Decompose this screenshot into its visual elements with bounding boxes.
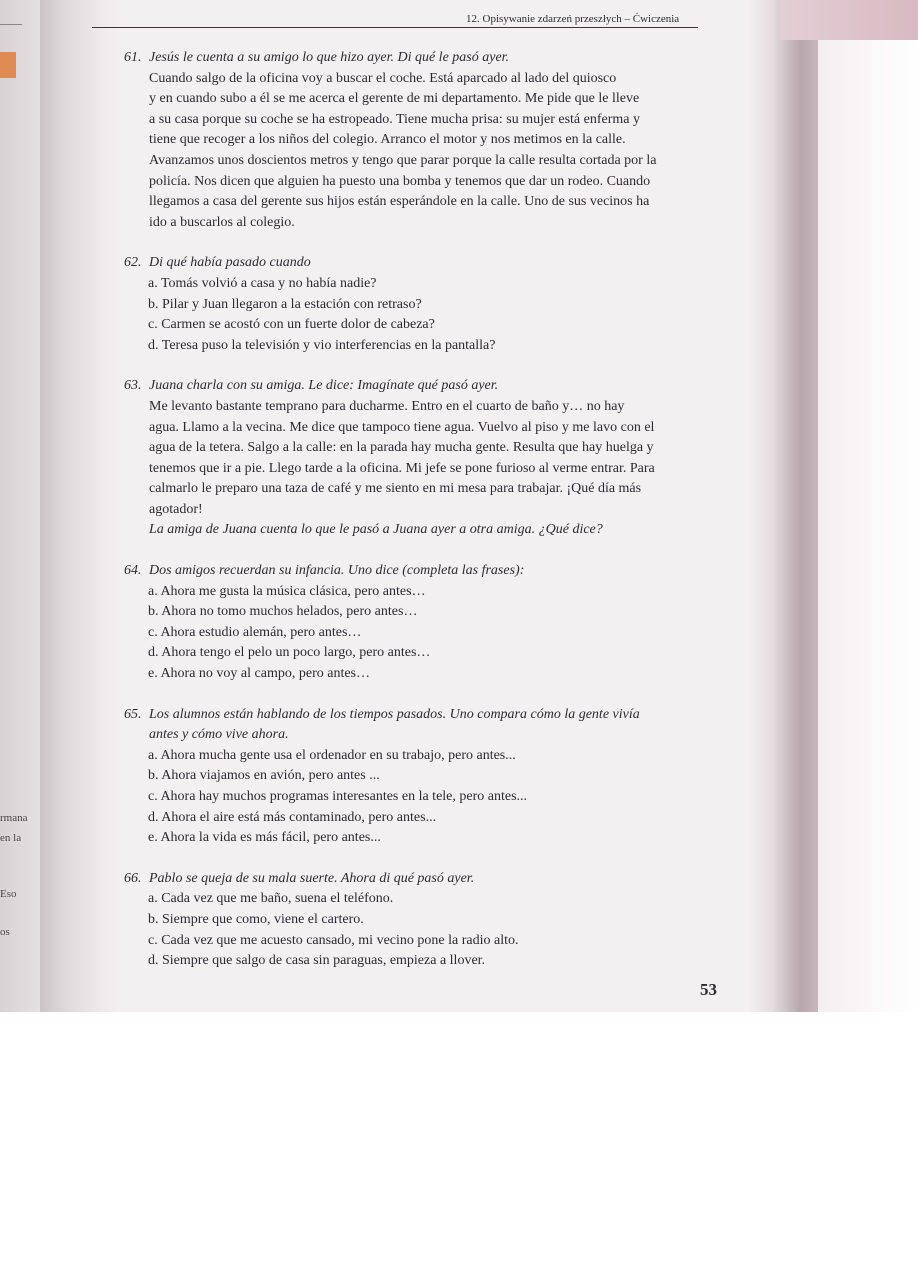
text-line: Me levanto bastante temprano para ducharme. Entro en el cuarto de baño y… no hay: [149, 398, 625, 414]
text-line: a su casa porque su coche se ha estropeado. Tiene mucha prisa: su mujer está enferma y: [149, 111, 641, 127]
book-spine-shadow: [40, 0, 120, 1012]
exercise-title-continued: antes y cómo vive ahora.: [149, 727, 289, 743]
list-item: d. Ahora tengo el pelo un poco largo, pero antes…: [148, 645, 431, 661]
exercise-title: Los alumnos están hablando de los tiempos pasados. Uno compara cómo la gente vivía: [149, 706, 640, 722]
right-page-tint: [780, 0, 918, 40]
list-item: e. Ahora no voy al campo, pero antes…: [148, 666, 370, 682]
exercise-63: [118, 376, 708, 541]
exercise-text: [149, 69, 708, 234]
text-line: y en cuando subo a él se me acerca el gerente de mi departamento. Me pide que le lleve: [149, 91, 640, 107]
list-item: d. Siempre que salgo de casa sin paraguas, empieza a llover.: [148, 953, 486, 969]
exercise-number: 64.: [124, 563, 142, 579]
list-item: b. Siempre que como, viene el cartero.: [148, 911, 364, 927]
orange-tab-marker: [0, 52, 16, 78]
text-line: agua. Llamo a la vecina. Me dice que tampoco tiene agua. Vuelvo al piso y me lavo con el: [149, 419, 655, 435]
exercise-62: [118, 253, 708, 356]
list-item: e. Ahora la vida es más fácil, pero antes...: [148, 830, 381, 846]
text-line: llegamos a casa del gerente sus hijos están esperándole en la calle. Uno de sus vecinos ha: [149, 194, 650, 210]
right-page-edge: [748, 0, 818, 1012]
list-item: c. Ahora estudio alemán, pero antes…: [148, 624, 362, 640]
list-item: d. Teresa puso la televisión y vio interferencias en la pantalla?: [148, 337, 496, 353]
text-line: agotador!: [149, 501, 203, 517]
exercise-65: [118, 705, 708, 849]
right-margin: [818, 40, 918, 1012]
running-header: 12. Opisywanie zdarzeń przeszłych – Ćwiczenia: [466, 13, 680, 25]
exercise-title: Jesús le cuenta a su amigo lo que hizo ayer. Di qué le pasó ayer.: [149, 50, 510, 65]
text-line: Avanzamos unos doscientos metros y tengo que parar porque la calle resulta cortada por la: [149, 152, 657, 168]
exercise-number: 62.: [124, 255, 142, 271]
left-page-fragment: os: [0, 926, 10, 938]
list-item: a. Ahora me gusta la música clásica, pero antes…: [148, 583, 426, 599]
left-page-fragment: Eso: [0, 888, 17, 900]
exercise-number: 65.: [124, 706, 142, 722]
text-line: Cuando salgo de la oficina voy a buscar el coche. Está aparcado al lado del quiosco: [149, 70, 617, 86]
exercise-question: La amiga de Juana cuenta lo que le pasó a Juana ayer a otra amiga. ¿Qué dice?: [149, 522, 603, 538]
exercise-number: 63.: [124, 378, 142, 394]
exercise-title: Dos amigos recuerdan su infancia. Uno dice (completa las frases):: [149, 563, 525, 579]
header-rule: [92, 27, 698, 28]
list-item: a. Cada vez que me baño, suena el teléfono.: [148, 891, 394, 907]
list-item: b. Pilar y Juan llegaron a la estación con retraso?: [148, 296, 422, 312]
page-number: 53: [700, 980, 717, 999]
list-item: c. Ahora hay muchos programas interesantes en la tele, pero antes...: [148, 789, 528, 804]
list-item: a. Tomás volvió a casa y no había nadie?: [148, 275, 377, 291]
exercise-61: [118, 48, 708, 233]
list-item: c. Carmen se acostó con un fuerte dolor de cabeza?: [148, 317, 435, 333]
exercise-number: 66.: [124, 870, 142, 886]
list-item: c. Cada vez que me acuesto cansado, mi vecino pone la radio alto.: [148, 932, 519, 948]
exercise-title: Juana charla con su amiga. Le dice: Imagínate qué pasó ayer.: [149, 378, 499, 394]
text-line: tenemos que ir a pie. Llego tarde a la oficina. Mi jefe se pone furioso al verme entrar. Para: [149, 460, 655, 476]
list-item: b. Ahora no tomo muchos helados, pero antes…: [148, 604, 418, 620]
list-item: a. Ahora mucha gente usa el ordenador en su trabajo, pero antes...: [148, 747, 516, 763]
left-page-fragment: en la: [0, 832, 22, 844]
exercise-number: 61.: [124, 50, 142, 65]
list-item: d. Ahora el aire está más contaminado, pero antes...: [148, 809, 437, 825]
text-line: calmarlo le preparo una taza de café y me siento en mi mesa para trabajar. ¡Qué día más: [149, 481, 642, 497]
exercise-64: [118, 561, 708, 685]
left-page-fragment: rmana: [0, 812, 28, 824]
text-line: ido a buscarlos al colegio.: [149, 214, 295, 230]
text-line: policía. Nos dicen que alguien ha puesto una bomba y tenemos que dar un rodeo. Cuando: [149, 173, 651, 189]
exercise-text: [149, 397, 708, 541]
list-item: b. Ahora viajamos en avión, pero antes ...: [148, 768, 380, 784]
text-line: tiene que recoger a los niños del colegio. Arranco el motor y nos metimos en la calle.: [149, 132, 626, 148]
left-page-edge: [0, 0, 40, 1012]
text-line: agua de la tetera. Salgo a la calle: en la parada hay mucha gente. Resulta que hay huelga y: [149, 440, 654, 456]
exercise-title: Di qué había pasado cuando: [149, 255, 311, 271]
exercise-title: Pablo se queja de su mala suerte. Ahora di qué pasó ayer.: [149, 870, 475, 886]
left-page-rule: [0, 24, 22, 25]
exercise-content: [118, 48, 708, 992]
exercise-66: [118, 869, 708, 972]
